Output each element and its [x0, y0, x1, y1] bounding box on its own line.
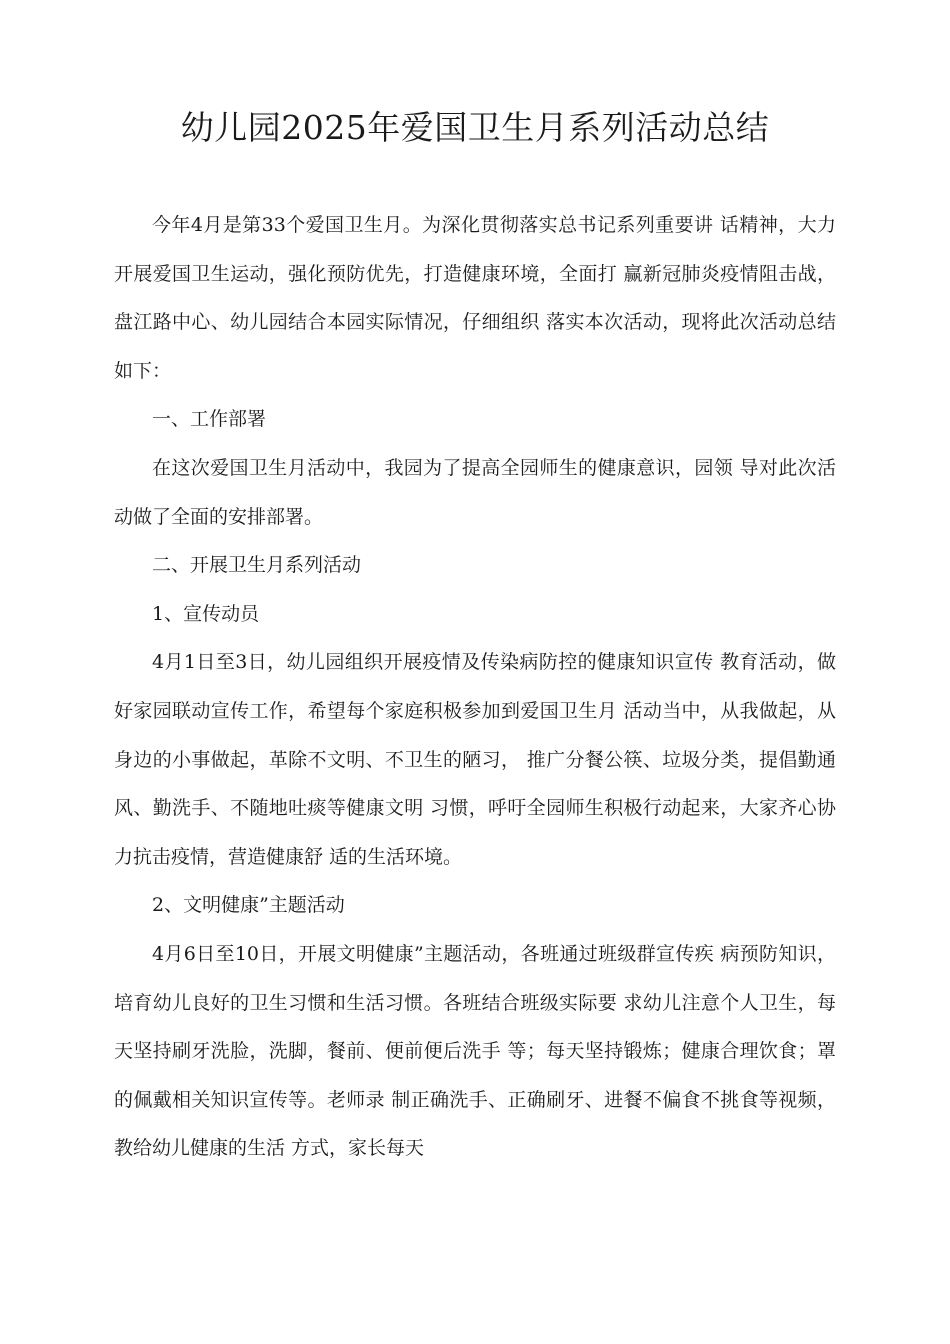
subsection-heading-theme-activity: 2、文明健康”主题活动 [152, 894, 345, 917]
document-body [114, 201, 836, 1173]
paragraph-publicity: 4月1日至3日，幼儿园组织开展疫情及传染病防控的健康知识宣传 教育活动，做好家园联动宣传工作，希望每个家庭积极参加到爱国卫生月 活动当中，从我做起，从身边的小事做起，革除不文明、不卫生的陋习， 推广分餐公筷、垃圾分类，提倡勤通风、勤洗手、不随地吐痰等健康文明 习惯，呼吁全园师生积极行动起来，大家齐心协力抗击疫情，营造健康舒 适的生活环境。 [114, 651, 836, 868]
subsection-heading-publicity: 1、宣传动员 [152, 602, 260, 625]
section-heading-work-deployment: 一、工作部署 [152, 408, 267, 431]
paragraph-intro: 今年4月是第33个爱国卫生月。为深化贯彻落实总书记系列重要讲 话精神，大力开展爱国卫生运动，强化预防优先，打造健康环境，全面打 赢新冠肺炎疫情阻击战，盘江路中心、幼儿园结合本园实际情况，仔细组织 落实本次活动，现将此次活动总结如下： [114, 214, 836, 382]
paragraph-theme-activity: 4月6日至10日，开展文明健康”主题活动，各班通过班级群宣传疾 病预防知识，培育幼儿良好的卫生习惯和生活习惯。各班结合班级实际要 求幼儿注意个人卫生，每天坚持刷牙洗脸，洗脚，餐前、便前便后洗手 等；每天坚持锻炼；健康合理饮食；罩的佩戴相关知识宣传等。老师录 制正确洗手、正确刷牙、进餐不偏食不挑食等视频，教给幼儿健康的生活 方式，家长每天 [114, 942, 836, 1160]
section-heading-activities: 二、开展卫生月系列活动 [152, 554, 362, 577]
paragraph-work-deployment: 在这次爱国卫生月活动中，我园为了提高全园师生的健康意识，园领 导对此次活动做了全面的安排部署。 [114, 456, 836, 528]
document-title: 幼儿园2025年爱国卫生月系列活动总结 [180, 108, 770, 147]
